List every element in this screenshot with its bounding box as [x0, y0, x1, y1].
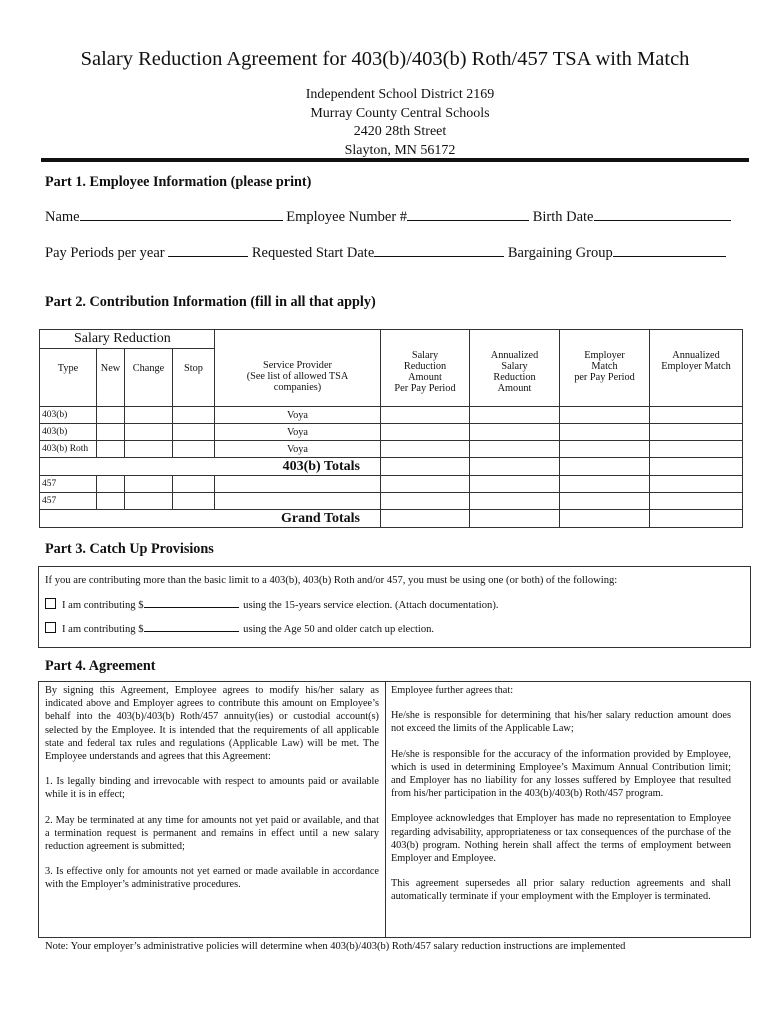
- footer-note: Note: Your employer’s administrative policies will determine when 403(b)/403(b) Roth/457 salary reduction instructions are implemented: [45, 941, 626, 952]
- start-date-label: Requested Start Date: [251, 245, 375, 261]
- table-row: [40, 476, 743, 493]
- header-line: Service Provider: [263, 359, 332, 371]
- table-row: [40, 424, 743, 441]
- new-cell[interactable]: [97, 441, 125, 458]
- stop-cell[interactable]: [173, 476, 215, 493]
- start-date-field[interactable]: [374, 244, 504, 257]
- birth-date-field[interactable]: [594, 208, 731, 221]
- amount-cell[interactable]: [381, 476, 470, 493]
- header-line: Annualized: [672, 350, 720, 361]
- type-cell: 403(b): [40, 407, 97, 424]
- salary-reduction-group-label: Salary Reduction: [40, 330, 215, 349]
- address-line: Slayton, MN 56172: [344, 142, 456, 158]
- catch-up-option-1: [45, 597, 499, 611]
- header-line: Amount: [408, 372, 442, 383]
- employee-number-field[interactable]: [407, 208, 529, 221]
- amount-field[interactable]: [144, 597, 239, 608]
- bargaining-group-field[interactable]: [613, 244, 726, 257]
- agreement-paragraph: He/she is responsible for the accuracy of the information provided by Employee, which is used in determining Employee’s Maximum Annual Contribution limit; and Employer has no liability for any losses suffered by Employee that resulted from his/her participation in the 403(b)/403(b) Roth/457 program.: [391, 748, 731, 800]
- match-cell[interactable]: [560, 493, 650, 510]
- part2-heading: Part 2. Contribution Information (fill in all that apply): [45, 294, 376, 310]
- part1-row2: [45, 244, 750, 262]
- new-cell[interactable]: [97, 424, 125, 441]
- part3-heading: Part 3. Catch Up Provisions: [45, 541, 214, 557]
- form-title: Salary Reduction Agreement for 403(b)/403(b) Roth/457 TSA with Match: [80, 48, 690, 70]
- header-line: Amount: [497, 383, 532, 394]
- provider-header: [215, 330, 381, 407]
- agreement-right-column: [391, 684, 731, 916]
- header-line: Annualized: [490, 350, 539, 361]
- header-line: Salary: [501, 361, 528, 372]
- annualized-cell[interactable]: [470, 476, 560, 493]
- annualized-amount-header: [470, 330, 560, 407]
- pay-periods-label: Pay Periods per year: [45, 245, 165, 261]
- provider-cell[interactable]: [215, 476, 381, 493]
- address-line: Murray County Central Schools: [310, 105, 490, 121]
- name-label: Name: [45, 209, 80, 225]
- contribution-table: [39, 329, 743, 528]
- change-cell[interactable]: [125, 424, 173, 441]
- type-cell: 457: [40, 493, 97, 510]
- new-cell[interactable]: [97, 407, 125, 424]
- type-header: Type: [40, 349, 97, 407]
- annualized-cell[interactable]: [470, 407, 560, 424]
- option-suffix: using the Age 50 and older catch up election.: [243, 624, 435, 635]
- type-cell: 457: [40, 476, 97, 493]
- match-cell[interactable]: [560, 441, 650, 458]
- bargaining-group-label: Bargaining Group: [507, 245, 613, 261]
- match-cell[interactable]: [560, 476, 650, 493]
- name-field[interactable]: [80, 208, 283, 221]
- amount-cell[interactable]: [381, 424, 470, 441]
- amount-cell[interactable]: [381, 407, 470, 424]
- table-row: [40, 493, 743, 510]
- salary-amount-header: [381, 330, 470, 407]
- birth-date-label: Birth Date: [532, 209, 594, 225]
- part1-row1: [45, 208, 750, 226]
- change-cell[interactable]: [125, 407, 173, 424]
- table-row: [40, 407, 743, 424]
- employer-match-header: [560, 330, 650, 407]
- checkbox[interactable]: [45, 598, 56, 609]
- stop-cell[interactable]: [173, 424, 215, 441]
- option-prefix: I am contributing $: [62, 600, 144, 611]
- grand-totals-row: [40, 510, 743, 528]
- option-prefix: I am contributing $: [62, 624, 144, 635]
- header-line: (See list of allowed TSA: [246, 370, 349, 382]
- stop-cell[interactable]: [173, 493, 215, 510]
- totals-row: [40, 458, 743, 476]
- header-line: companies): [273, 381, 322, 393]
- header-divider: [41, 158, 749, 162]
- type-cell: 403(b) Roth: [40, 441, 97, 458]
- employee-number-label: Employee Number #: [286, 209, 408, 225]
- grand-totals-label: Grand Totals: [40, 510, 381, 528]
- totals-403b-label: 403(b) Totals: [40, 458, 381, 476]
- stop-cell[interactable]: [173, 441, 215, 458]
- stop-cell[interactable]: [173, 407, 215, 424]
- header-line: Per Pay Period: [394, 383, 456, 394]
- part4-heading: Part 4. Agreement: [45, 658, 156, 674]
- total-cell[interactable]: [381, 510, 470, 528]
- agreement-paragraph: 1. Is legally binding and irrevocable with respect to amounts paid or available while it is in effect;: [45, 776, 379, 801]
- change-cell[interactable]: [125, 476, 173, 493]
- column-divider: [385, 682, 386, 937]
- change-header: Change: [125, 349, 173, 407]
- option-suffix: using the 15-years service election. (Attach documentation).: [243, 600, 499, 611]
- amount-cell[interactable]: [381, 493, 470, 510]
- annualized-match-cell[interactable]: [650, 441, 743, 458]
- agreement-paragraph: Employee further agrees that:: [391, 685, 514, 696]
- annualized-cell[interactable]: [470, 441, 560, 458]
- catch-up-box: [38, 566, 751, 648]
- total-cell[interactable]: [381, 458, 470, 476]
- pay-periods-field[interactable]: [168, 244, 248, 257]
- annualized-match-cell[interactable]: [650, 493, 743, 510]
- total-cell[interactable]: [560, 458, 650, 476]
- header-line: Reduction: [493, 372, 536, 383]
- new-header: New: [97, 349, 125, 407]
- stop-header: Stop: [173, 349, 215, 407]
- checkbox[interactable]: [45, 622, 56, 633]
- total-cell[interactable]: [650, 510, 743, 528]
- provider-cell[interactable]: [215, 493, 381, 510]
- total-cell[interactable]: [650, 458, 743, 476]
- part1-heading: Part 1. Employee Information (please print): [45, 174, 312, 190]
- provider-cell: Voya: [215, 407, 381, 424]
- new-cell[interactable]: [97, 493, 125, 510]
- provider-cell: Voya: [215, 441, 381, 458]
- annualized-match-cell[interactable]: [650, 407, 743, 424]
- match-cell[interactable]: [560, 424, 650, 441]
- annualized-cell[interactable]: [470, 424, 560, 441]
- table-row: [40, 441, 743, 458]
- agreement-left-column: [45, 684, 379, 904]
- total-cell[interactable]: [470, 458, 560, 476]
- address-line: Independent School District 2169: [305, 87, 495, 102]
- header-line: Match: [591, 361, 618, 372]
- match-cell[interactable]: [560, 407, 650, 424]
- header-line: Employer: [584, 350, 625, 361]
- type-cell: 403(b): [40, 424, 97, 441]
- agreement-box: [38, 681, 751, 938]
- amount-cell[interactable]: [381, 441, 470, 458]
- header-line: Reduction: [403, 361, 447, 372]
- annualized-match-header: [650, 330, 743, 407]
- annualized-cell[interactable]: [470, 493, 560, 510]
- agreement-paragraph: This agreement supersedes all prior salary reduction agreements and shall automatically terminate if your employment with the Employer is terminated.: [391, 878, 731, 903]
- header-line: Employer Match: [661, 361, 731, 372]
- change-cell[interactable]: [125, 441, 173, 458]
- district-address: [0, 86, 770, 160]
- agreement-paragraph: By signing this Agreement, Employee agrees to modify his/her salary as indicated above and Employer agrees to contribute this amount on Employee’s behalf into the 403(b)/403(b) Roth/457 annuity(ies) or custodial account(s) selected by the Employee. It is intended that the requirements of all applicable state and federal tax rules and regulations (Applicable Law) will be met. The Employee understands and agrees that this Agreement:: [45, 685, 379, 763]
- agreement-paragraph: 3. Is effective only for amounts not yet earned or made available in accordance with the Employer’s administrative procedures.: [45, 866, 379, 891]
- total-cell[interactable]: [470, 510, 560, 528]
- amount-field[interactable]: [144, 621, 239, 632]
- provider-cell: Voya: [215, 424, 381, 441]
- catch-up-intro: If you are contributing more than the basic limit to a 403(b), 403(b) Roth and/or 457, you must be using one (or both) of the following:: [45, 575, 618, 586]
- total-cell[interactable]: [560, 510, 650, 528]
- catch-up-option-2: [45, 621, 434, 635]
- header-line: per Pay Period: [574, 372, 635, 383]
- address-line: 2420 28th Street: [353, 124, 447, 139]
- agreement-paragraph: Employee acknowledges that Employer has made no representation to Employee regarding advisability, appropriateness or tax consequences of the purchase of the 403(b) program. Nothing herein shall affect the terms of employment between Employer and Employee.: [391, 813, 731, 865]
- new-cell[interactable]: [97, 476, 125, 493]
- annualized-match-cell[interactable]: [650, 424, 743, 441]
- change-cell[interactable]: [125, 493, 173, 510]
- agreement-paragraph: 2. May be terminated at any time for amounts not yet paid or available, and that a termination request is permanent and remains in effect until a new salary reduction agreement is submitted;: [45, 814, 379, 853]
- annualized-match-cell[interactable]: [650, 476, 743, 493]
- agreement-paragraph: He/she is responsible for determining that his/her salary reduction amount does not exceed the limits of the Applicable Law;: [391, 710, 731, 735]
- header-line: Salary: [411, 350, 439, 361]
